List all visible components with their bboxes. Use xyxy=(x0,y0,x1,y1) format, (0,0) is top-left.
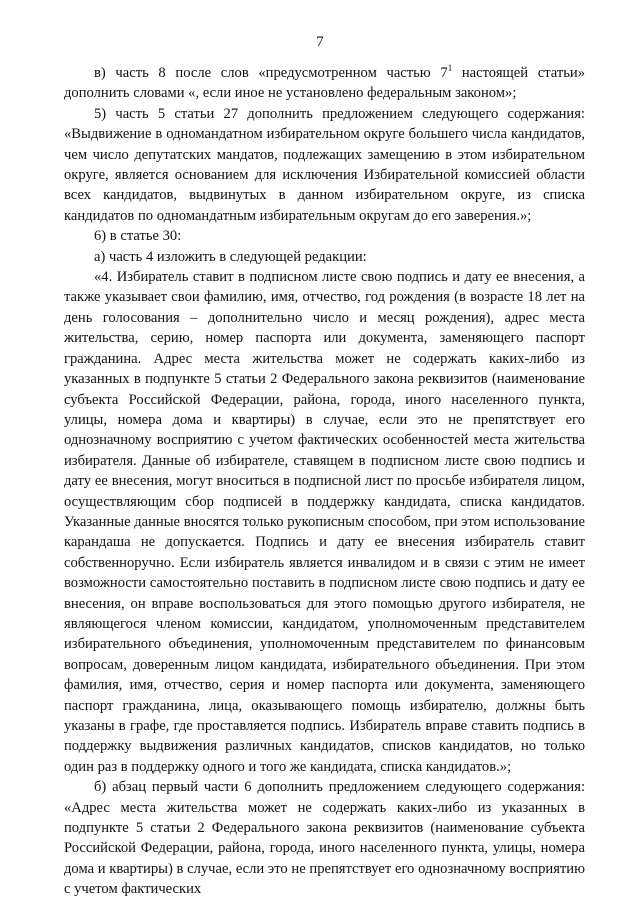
paragraph-text: в) часть 8 после слов «предусмотренном частью 7 xyxy=(94,65,448,81)
paragraph-item-6: 6) в статье 30: xyxy=(94,228,182,245)
paragraph-item-6b: б) абзац первый части 6 дополнить предложением следующего содержания: «Адрес места жительства может не содержать каких-либо из указанных в подпункте 5 статьи 2 Федерального закона реквизитов (наименование субъекта Российской Федерации, района, города, иного населенного пункта, улицы, номера дома и квартиры) в случае, если это не препятствует его однозначному восприятию с учетом фактических xyxy=(64,779,585,898)
paragraph-item-5: 5) часть 5 статьи 27 дополнить предложением следующего содержания: «Выдвижение в одномандатном избирательном округе большего числа кандидатов, чем число депутатских мандатов, подлежащих замещению в этом избирательном округе, является основанием для исключения Избирательной комиссией области всех кандидатов, выдвинутых в данном избирательном округе, из списка кандидатов по одномандатным избирательным округам до его заверения.»; xyxy=(64,105,585,224)
page-number: 7 xyxy=(316,34,324,50)
superscript: 1 xyxy=(447,63,453,74)
paragraph-part-4-text: «4. Избиратель ставит в подписном листе свою подпись и дату ее внесения, а также указывает свои фамилию, имя, отчество, год рождения (в возрасте 18 лет на день голосования – дополнительно число и месяц рождения), адрес места жительства, серию, номер паспорта или документа, заменяющего паспорт гражданина. Адрес места жительства может не содержать каких-либо из указанных в подпункте 5 статьи 2 Федерального закона реквизитов (наименование субъекта Российской Федерации, района, города, иного населенного пункта, улицы, номера дома и квартиры) в случае, если это не препятствует его однозначному восприятию с учетом фактических особенностей места жительства избирателя. Данные об избирателе, ставящем в подписном листе свою подпись и дату ее внесения, могут вноситься в подписной лист по просьбе избирателя лицом, осуществляющим сбор подписей в поддержку кандидата, списка кандидатов. Указанные данные вносятся только рукописным способом, при этом использование карандаша не допускается. Подпись и дату ее внесения избиратель ставит собственноручно. Если избиратель является инвалидом и в связи с этим не имеет возможности самостоятельно поставить в подписном листе свою подпись и дату ее внесения, он вправе воспользоваться для этого помощью другого избирателя, не являющегося членом комиссии, кандидатом, уполномоченным представителем избирательного объединения, уполномоченным представителем по финансовым вопросам, доверенным лицом кандидата, избирательного объединения. При этом фамилия, имя, отчество, серия и номер паспорта или документа, заменяющего паспорт гражданина, лица, оказывающего помощь избирателю, должны быть указаны в графе, где проставляется подпись. Избиратель вправе ставить подпись в поддержку выдвижения различных кандидатов, списков кандидатов, но только один раз в поддержку одного и того же кандидата, списка кандидатов.»; xyxy=(64,269,585,775)
document-body xyxy=(64,63,585,900)
paragraph-item-6a: а) часть 4 изложить в следующей редакции: xyxy=(94,248,367,265)
paragraph-text-continued: настоящей статьи» дополнить словами «, если иное не установлено федеральным законом»; xyxy=(64,65,586,102)
paragraph-amendment-v xyxy=(64,63,585,104)
